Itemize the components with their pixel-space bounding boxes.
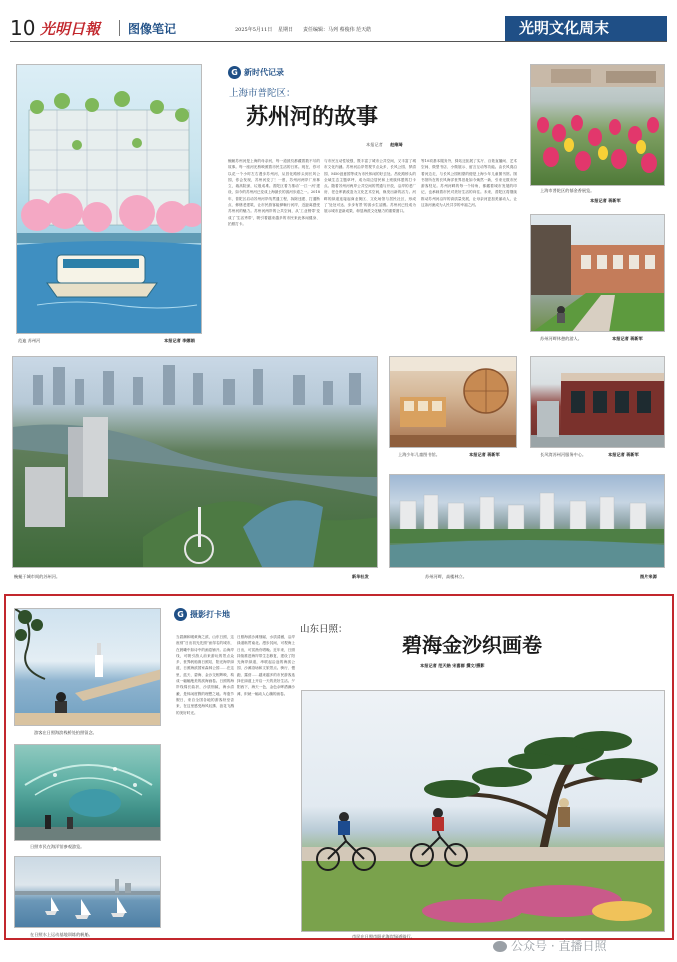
byline-name: 赵维琦 xyxy=(390,142,403,147)
river-credit: 图片来源 xyxy=(640,574,657,579)
tulips-photo xyxy=(530,64,665,186)
sail-caption: 在日照水上运动基地训练的帆船。 xyxy=(30,932,93,937)
section-divider xyxy=(119,20,120,36)
section-g-icon: G xyxy=(174,608,187,621)
bottom-subtitle: 山东日照： xyxy=(300,624,348,635)
sail-photo xyxy=(14,856,161,928)
river-caption: 苏州河畔，高楼林立。 xyxy=(425,574,467,579)
section-tag-new-era xyxy=(228,66,284,79)
watermark xyxy=(493,938,606,954)
plaza-caption: 苏州河畔休憩的游人。 xyxy=(540,336,582,341)
pier-caption: 游客在日照海滨栈桥处拍照留念。 xyxy=(34,730,97,735)
aquarium-photo xyxy=(14,744,161,841)
aerial-credit: 新华社发 xyxy=(352,574,369,579)
wechat-icon xyxy=(493,941,507,952)
station-caption: 长风湾苏州河服务中心。 xyxy=(540,452,587,457)
section-tag-label: 新时代记录 xyxy=(244,68,284,77)
top-byline xyxy=(366,142,403,148)
section-g-icon: G xyxy=(228,66,241,79)
section-tag-photo-spot xyxy=(174,608,230,621)
illustration-credit: 本报记者 李娜娟 xyxy=(164,338,195,343)
river-photo xyxy=(389,474,665,568)
aquarium-caption: 日照市民在海洋馆参观游览。 xyxy=(30,844,85,849)
pier-photo xyxy=(14,608,161,726)
library-caption: 上海少年儿童图书馆。 xyxy=(398,452,440,457)
byline-label: 本报记者 xyxy=(366,142,383,147)
aerial-caption: 蜿蜒于城市间的苏州河。 xyxy=(14,574,61,579)
top-body-col2: 与市民互动性较强，既丰富了城市公共空间，又丰富了城市文化内涵。苏州河沿岸景观节点众多，长风公园、梦清园、M50创意园等成为市民休闲的好去处。昌化路桥头的全域生态主题草坪，成为周边居民和上班族休憩的打卡点。随着苏州河两岸公共空间的贯通与开放，沿岸的老厂房、老仓库被改造为文化艺术空间，焕发出新的活力。河畔的绿道连接起商业街区、文化场馆与居民社区，形成了‘处处可达、步步有景’的滨水生活圈。苏州河已经成为展示城市更新成果、彰显海派文化魅力的重要窗口。 xyxy=(324,159,416,214)
aerial-photo xyxy=(12,356,378,568)
editors: 责任编辑：马列 蔡俊伟 范天皓 xyxy=(303,27,372,33)
station-credit: 本报记者 蒋新军 xyxy=(608,452,639,457)
paper-name: 光明日報 xyxy=(40,20,101,38)
library-credit: 本报记者 蒋新军 xyxy=(469,452,500,457)
main-cycling-caption: 市民在日照市阳光海岸绿道骑行。 xyxy=(352,934,415,939)
section-name: 图像笔记 xyxy=(128,22,177,36)
weekly-title: 光明文化周末 xyxy=(519,19,610,37)
bottom-headline: 碧海金沙织画卷 xyxy=(402,633,542,657)
page-number: 10 xyxy=(10,16,36,40)
weekday: 星期日 xyxy=(278,27,294,33)
watermark-text: 公众号 · 直播日照 xyxy=(511,939,607,953)
top-body-col3: 等10项基本服务外，驿站还拓展了实厅、百姓直播间、艺术空间、微型书店、小微展示、留言互动等功能。由长风湾沿着河边走，与长风公园相望的便是上海少年儿童图书馆。图书馆所在的长风海洋世界旧址如今焕然一新，引来无数市民游客驻足。苏州河畔的每一个转角，都藏着城市发展的印记，也承载着市民对美好生活的向往。未来，普陀区将继续推动苏州河沿岸的高质量发展，让母亲河更加美丽动人，让这条河流成为人民共享的幸福之河。 xyxy=(421,159,517,208)
main-cycling-photo xyxy=(301,690,665,932)
bottom-body-col1: 当碧潮和暖黄海之滨，山东日照，这座别“日出初光先照”而得名的城市，在晨曦中如诗中的画卷铺开。沿海岸线，可吸引游人前来游玩的景点众多，世界帆船赛日照站，阳光海岸绿道，日照海滨国家森林公园……在这里，蓝天、碧海、金沙交相辉映，构成一幅幅绝美的滨海画卷。日照的海岸线绵长曲折，沙质细腻，海水清澈，是休闲度假的理想之地。每逢节假日，来自全国各地的游客纷至沓来，在这里感受海风轻拂、浪花飞溅的美好时光。 xyxy=(176,635,234,715)
library-photo xyxy=(389,356,517,448)
top-subtitle: 上海市普陀区： xyxy=(229,88,296,99)
illustration-image xyxy=(16,64,202,334)
weekly-banner xyxy=(505,16,667,41)
top-headline: 苏州河的故事 xyxy=(246,104,379,130)
masthead xyxy=(10,16,667,42)
bottom-body-col2: 日照海滨沙滩细腻，水质清澈，沿岸绿道纵贯南北。漫步其间，可观海上日出，可赏渔舟唱晚。近年来，日照持续推进海岸带生态修复，建设了阳光海岸绿道，串联起沿途的海滨公园、沙滩浴场和文旅景点。骑行、慢跑、露营……越来越多的市民游客选择在绿道上开启一天的美好生活。夕阳西下，海天一色，金色余晖洒满沙滩，织就一幅动人心魄的画卷。 xyxy=(237,635,295,696)
plaza-credit: 本报记者 蒋新军 xyxy=(612,336,643,341)
top-body-col1: 蜿蜒苏州河是上海的母亲河，每一道波纹都藏着数不尽的故事。每一座河光桥映照着市民生活的日常。现在，你可以花一个小时左右漫步苏州河，从昌化路桥头到长风公园，你会发现，苏州河变了！一度，苏州河两岸厂房林立，墙高院深，垃圾成堆。普陀区着力推动‘一江一河’建设，如今的苏州河已变成上海最长的滨河步道之一。2018年，普陀区启动苏州河岸线贯通工程，拆除违建、打通断点、修缮老建筑，让市民游客能够畅行河岸，近距离感受苏州河的魅力。苏州河两岸的公共空间，从‘工业锈带’变成了‘生活秀带’，吸引着越来越多的市民来此休闲健身、拍照打卡。 xyxy=(228,159,320,226)
illustration-caption: 范迪 苏州河 xyxy=(18,338,41,343)
date-line: 2025年5月11日 xyxy=(235,27,273,33)
station-photo xyxy=(530,356,665,448)
tulips-caption: 上海市普陀区的郁金香展览。 xyxy=(540,188,595,193)
section-tag-label: 摄影打卡地 xyxy=(190,610,230,619)
tulips-credit: 本报记者 蒋新军 xyxy=(590,198,621,203)
plaza-photo xyxy=(530,214,665,332)
bottom-byline: 本报记者 范天皓 宋喜群 撰文/摄影 xyxy=(420,663,485,668)
